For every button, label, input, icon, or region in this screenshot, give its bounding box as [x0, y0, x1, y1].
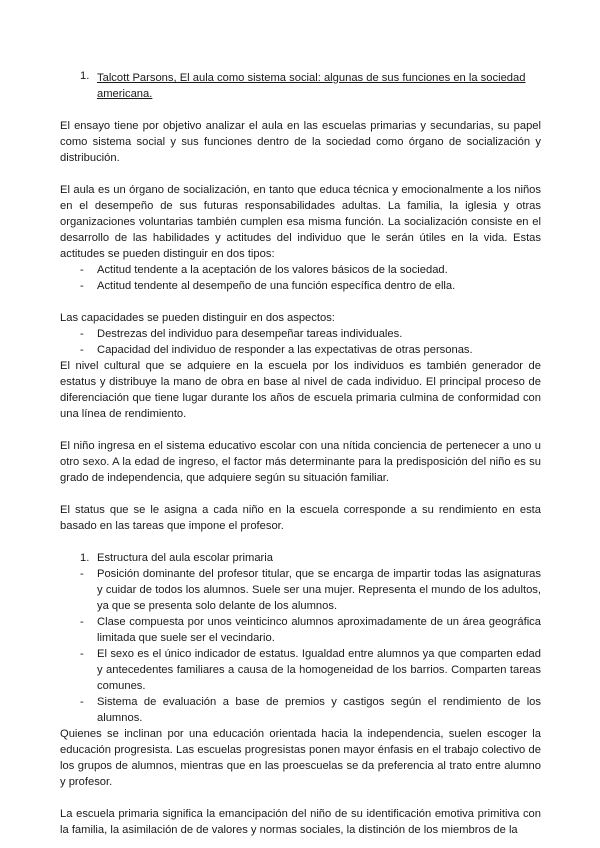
- list-item: - El sexo es el único indicador de estatus. Igualdad entre alumnos ya que comparten edad y antecedentes familiares a causa de la homogeneidad de los barrios. Comparten tareas comunes.: [80, 648, 541, 692]
- bullet-dash: -: [80, 648, 84, 660]
- paragraph-status: El status que se le asigna a cada niño en la escuela corresponde a su rendimiento en esta basado en las tareas que impone el profesor.: [60, 504, 541, 532]
- list-item: - Posición dominante del profesor titular, que se encarga de impartir todas las asignaturas y cuidar de todos los alumnos. Suele ser una mujer. Representa el mundo de los adultos, ya que se presenta solo delante de los alumnos.: [80, 568, 541, 612]
- estructura-heading-text: Estructura del aula escolar primaria: [97, 552, 273, 564]
- bullet-dash: -: [80, 696, 84, 708]
- document-body: [60, 70, 541, 838]
- section-title: [80, 70, 541, 102]
- list-item: - Actitud tendente a la aceptación de los valores básicos de la sociedad.: [80, 264, 448, 276]
- list-item: - Clase compuesta por unos veinticinco alumnos aproximadamente de un área geográfica limitada que suele ser el vecindario.: [80, 616, 541, 644]
- list-item: - Actitud tendente al desempeño de una función específica dentro de ella.: [80, 280, 456, 292]
- list-item: - Destrezas del individuo para desempeñar tareas individuales.: [80, 328, 403, 340]
- list-item: - Capacidad del individuo de responder a las expectativas de otras personas.: [80, 344, 473, 356]
- paragraph-socializacion: El aula es un órgano de socialización, en tanto que educa técnica y emocionalmente a los niños en el desempeño de sus futuras responsabilidades adultas. La familia, la iglesia y otras organizaciones voluntarias también cumplen esa misma función. La socialización consiste en el desarrollo de las habilidades y actitudes del individuo que le serán útiles en la vida. Estas actitudes se pueden distinguir en dos tipos:: [60, 184, 541, 260]
- paragraph-nivel-cultural: El nivel cultural que se adquiere en la escuela por los individuos es también generador de estatus y distribuye la mano de obra en base al nivel de cada individuo. El principal proceso de diferenciación que tiene lugar durante los años de escuela primaria culmina de conformidad con una línea de rendimiento.: [60, 360, 541, 420]
- bullet-dash: -: [80, 616, 84, 628]
- paragraph-intro: El ensayo tiene por objetivo analizar el aula en las escuelas primarias y secundarias, su papel como sistema social y sus funciones dentro de la sociedad como órgano de socialización y distribución.: [60, 120, 541, 164]
- bullet-dash: -: [80, 280, 84, 292]
- bullet-dash: -: [80, 264, 84, 276]
- paragraph-primaria: La escuela primaria significa la emancipación del niño de su identificación emotiva primitiva con la familia, la asimilación de de valores y normas sociales, la distinción de los miembros de la: [60, 808, 541, 836]
- estructura-heading: [80, 550, 541, 566]
- capacidades-list: [60, 326, 541, 358]
- actitudes-list: [60, 262, 541, 294]
- section-number: 1.: [80, 70, 90, 82]
- bullet-dash: -: [80, 328, 84, 340]
- bullet-dash: -: [80, 344, 84, 356]
- estructura-number: 1.: [80, 552, 90, 564]
- estructura-list: [60, 566, 541, 726]
- bullet-dash: -: [80, 568, 84, 580]
- paragraph-nino-ingresa: El niño ingresa en el sistema educativo escolar con una nítida conciencia de pertenecer a uno u otro sexo. A la edad de ingreso, el factor más determinante para la predisposición del niño es su grado de independencia, que adquiere según su situación familiar.: [60, 440, 541, 484]
- paragraph-independencia: Quienes se inclinan por una educación orientada hacia la independencia, suelen escoger la educación progresista. Las escuelas progresistas ponen mayor énfasis en el trabajo colectivo de los grupos de alumnos, mientras que en las proescuelas se da preferencia al trato entre alumno y profesor.: [60, 728, 541, 788]
- paragraph-capacidades: Las capacidades se pueden distinguir en dos aspectos:: [60, 312, 335, 324]
- list-item: - Sistema de evaluación a base de premios y castigos según el rendimiento de los alumnos.: [80, 696, 541, 724]
- section-title-text: Talcott Parsons, El aula como sistema social: algunas de sus funciones en la sociedad americana.: [97, 72, 526, 100]
